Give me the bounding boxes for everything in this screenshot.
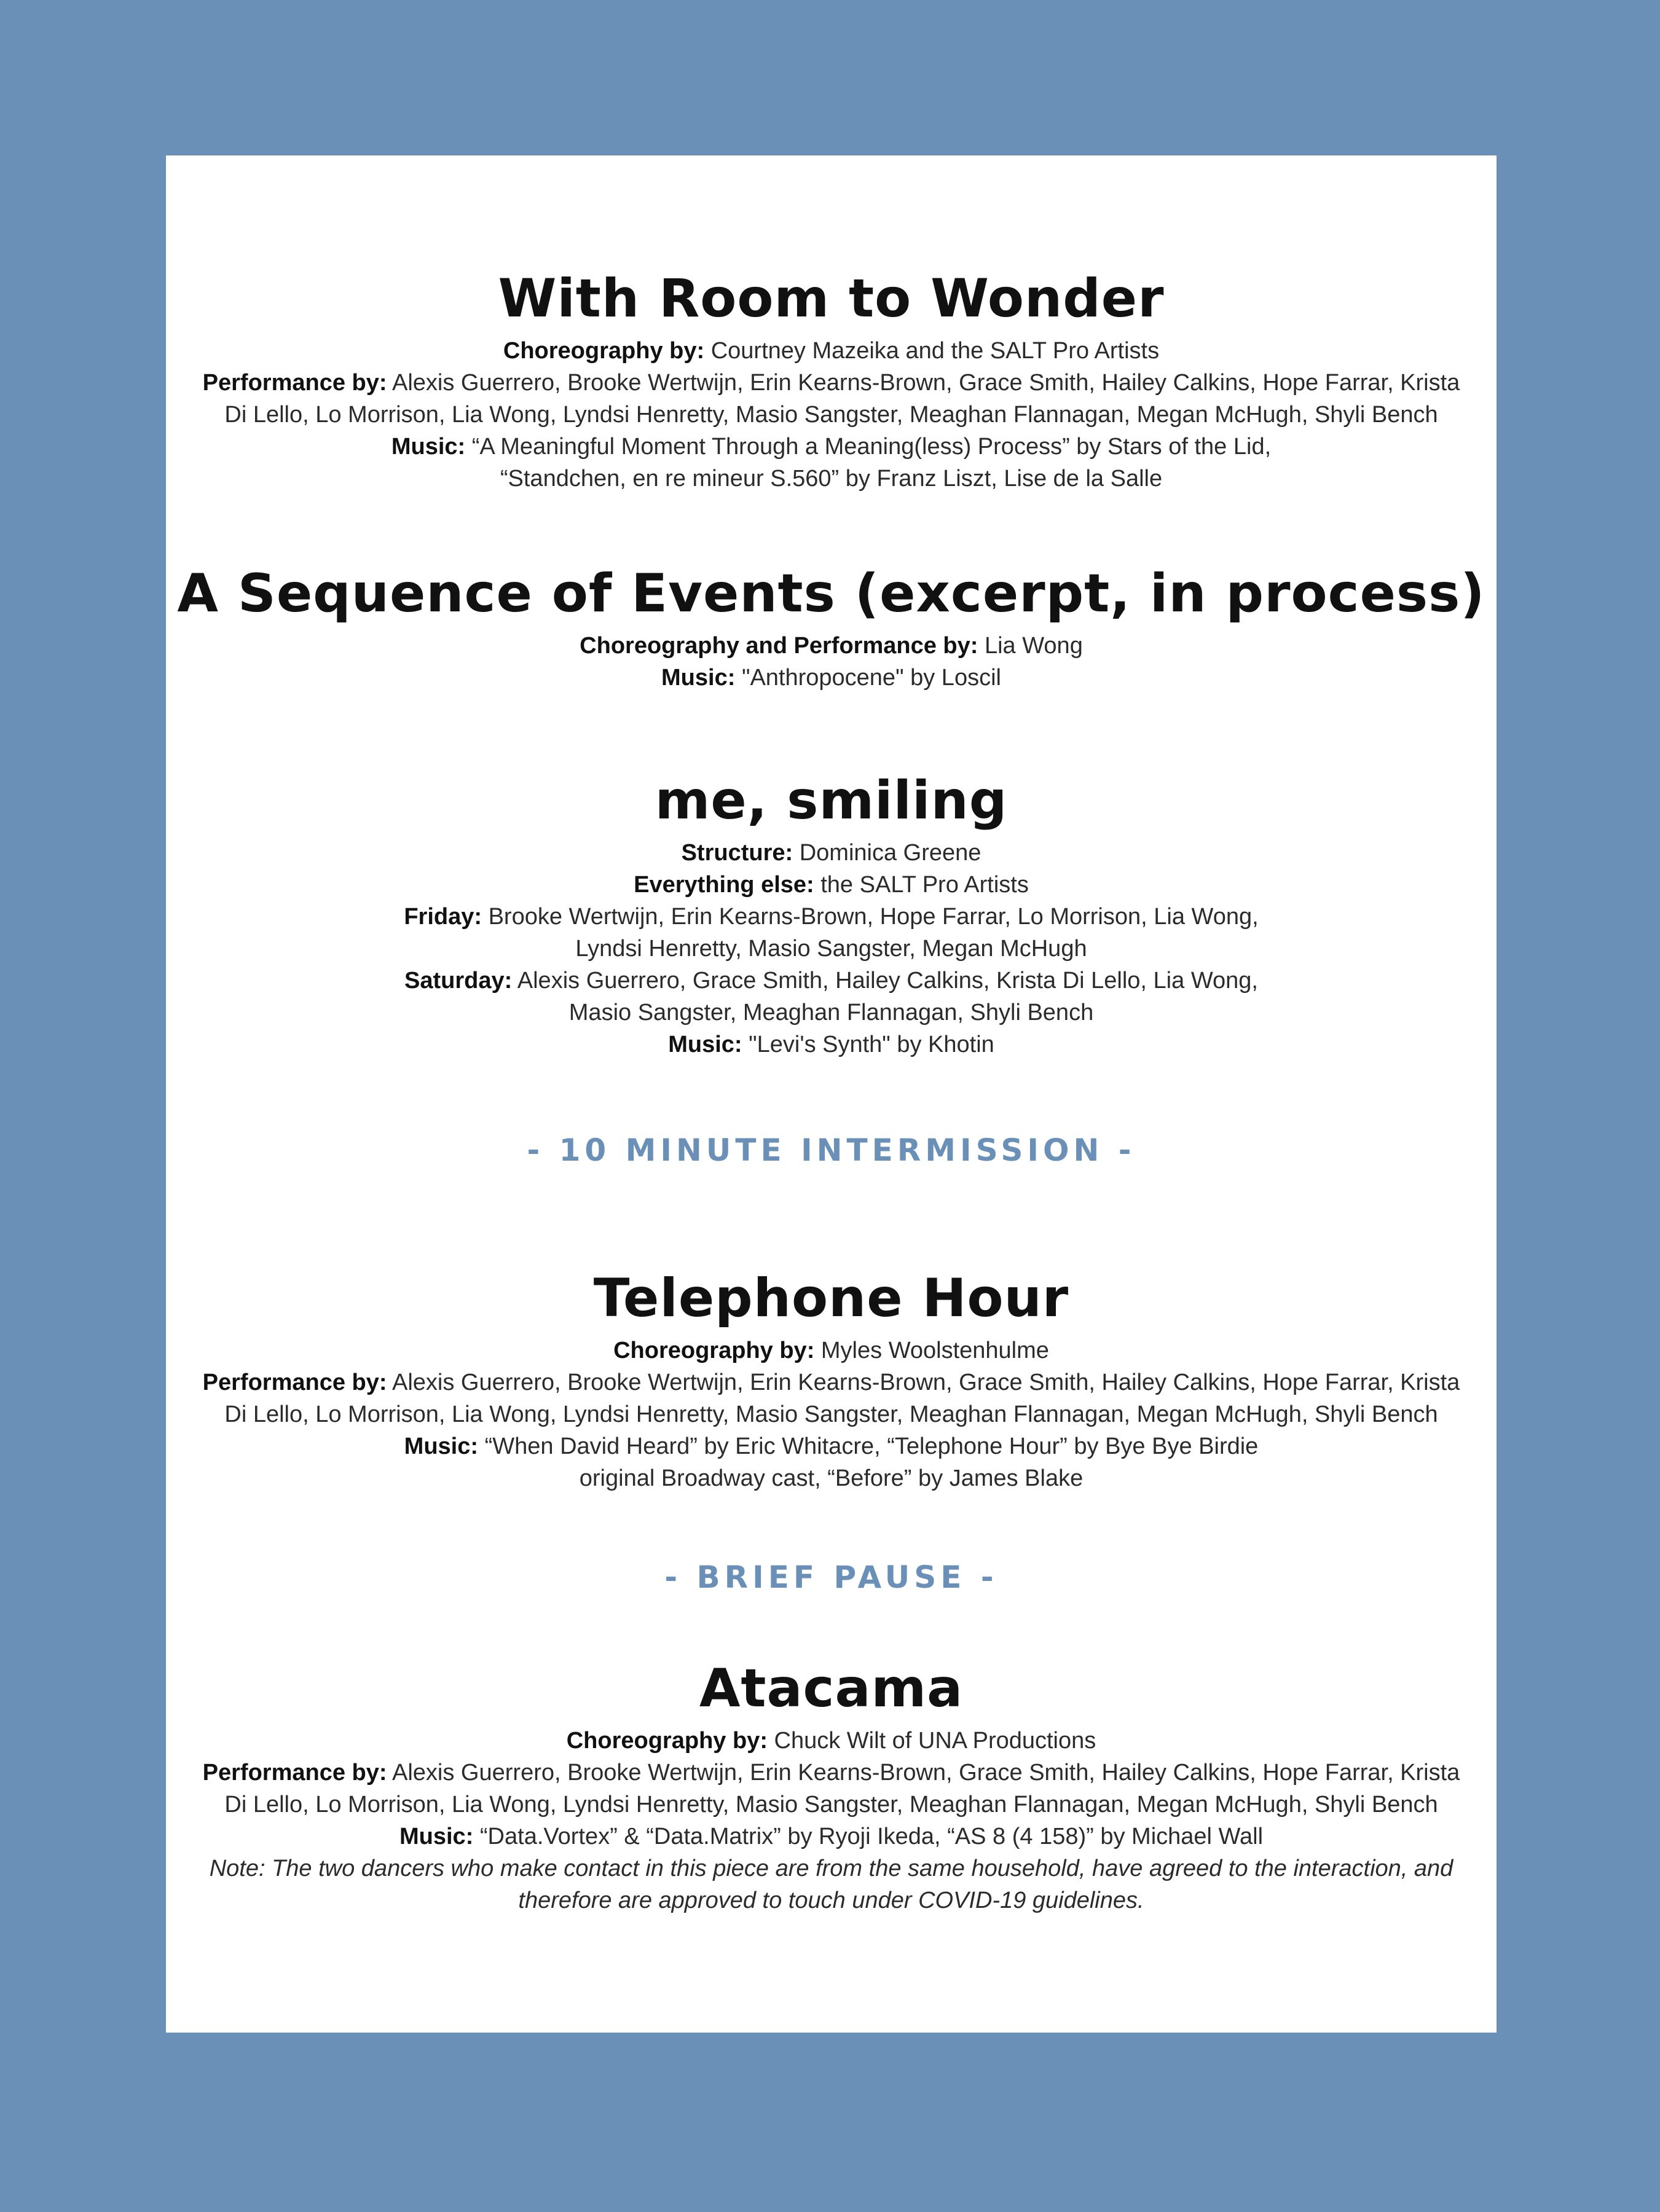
intermission-notice: - 10 MINUTE INTERMISSION - bbox=[527, 1132, 1136, 1168]
credit-text: Alexis Guerrero, Grace Smith, Hailey Calkins, Krista Di Lello, Lia Wong, bbox=[512, 968, 1258, 994]
piece-title: Telephone Hour bbox=[593, 1268, 1069, 1329]
credit-label: Friday: bbox=[404, 904, 482, 930]
credit-line bbox=[166, 630, 1497, 662]
credit-label: Music: bbox=[391, 434, 466, 460]
credit-text: Alexis Guerrero, Brooke Wertwijn, Erin Kearns-Brown, Grace Smith, Hailey Calkins, Hope Farrar, Krista bbox=[387, 1760, 1460, 1786]
credit-label: Saturday: bbox=[404, 968, 513, 994]
credit-line bbox=[166, 1789, 1497, 1821]
piece-credits bbox=[166, 335, 1497, 495]
credit-text: “Standchen, en re mineur S.560” by Franz Liszt, Lise de la Salle bbox=[500, 466, 1163, 492]
credit-text: the SALT Pro Artists bbox=[814, 872, 1029, 898]
credit-text: Alexis Guerrero, Brooke Wertwijn, Erin Kearns-Brown, Grace Smith, Hailey Calkins, Hope Farrar, Krista bbox=[387, 1370, 1460, 1395]
credit-line bbox=[166, 837, 1497, 869]
credit-text: original Broadway cast, “Before” by James Blake bbox=[579, 1465, 1084, 1491]
piece-title: With Room to Wonder bbox=[498, 268, 1165, 329]
covid-note: Note: The two dancers who make contact in this piece are from the same household, have agreed to the interaction, and bbox=[209, 1856, 1453, 1881]
credit-label: Music: bbox=[399, 1824, 474, 1849]
piece-with-room-to-wonder bbox=[166, 265, 1497, 495]
credit-line bbox=[166, 1821, 1497, 1853]
credit-label: Choreography and Performance by: bbox=[580, 633, 978, 659]
credit-line bbox=[166, 1757, 1497, 1789]
credit-text: Lyndsi Henretty, Masio Sangster, Megan McHugh bbox=[575, 936, 1087, 962]
piece-credits bbox=[166, 837, 1497, 1061]
credit-text: Brooke Wertwijn, Erin Kearns-Brown, Hope Farrar, Lo Morrison, Lia Wong, bbox=[482, 904, 1259, 930]
piece-title: Atacama bbox=[699, 1658, 964, 1719]
credit-label: Music: bbox=[668, 1032, 742, 1057]
credit-label: Choreography by: bbox=[566, 1728, 768, 1754]
credit-label: Music: bbox=[404, 1433, 479, 1459]
credit-line bbox=[166, 997, 1497, 1029]
piece-credits bbox=[166, 1335, 1497, 1494]
credit-line bbox=[166, 1430, 1497, 1462]
credit-text: “When David Heard” by Eric Whitacre, “Telephone Hour” by Bye Bye Birdie bbox=[478, 1433, 1259, 1459]
credit-text: "Levi's Synth" by Khotin bbox=[742, 1032, 994, 1057]
credit-text: “Data.Vortex” & “Data.Matrix” by Ryoji Ikeda, “AS 8 (4 158)” by Michael Wall bbox=[473, 1824, 1264, 1849]
credit-line bbox=[166, 965, 1497, 997]
credit-label: Performance by: bbox=[202, 370, 387, 396]
credit-label: Choreography by: bbox=[503, 338, 705, 364]
program-card bbox=[166, 155, 1497, 2033]
credit-text: “A Meaningful Moment Through a Meaning(less) Process” by Stars of the Lid, bbox=[465, 434, 1272, 460]
credit-line bbox=[166, 1029, 1497, 1061]
piece-credits bbox=[166, 1725, 1497, 1916]
piece-title: A Sequence of Events (excerpt, in process) bbox=[177, 563, 1485, 624]
credit-text: "Anthropocene" by Loscil bbox=[735, 665, 1001, 691]
piece-a-sequence-of-events bbox=[166, 560, 1497, 694]
credit-line bbox=[166, 901, 1497, 933]
credit-text: Lia Wong bbox=[978, 633, 1083, 659]
piece-me-smiling bbox=[166, 767, 1497, 1061]
credit-line bbox=[166, 431, 1497, 463]
credit-text: Di Lello, Lo Morrison, Lia Wong, Lyndsi Henretty, Masio Sangster, Meaghan Flannagan, Megan McHugh, Shyli Bench bbox=[224, 1402, 1438, 1427]
credit-text: Di Lello, Lo Morrison, Lia Wong, Lyndsi Henretty, Masio Sangster, Meaghan Flannagan, Megan McHugh, Shyli Bench bbox=[224, 1792, 1438, 1818]
credit-label: Music: bbox=[661, 665, 736, 691]
credit-text: Masio Sangster, Meaghan Flannagan, Shyli Bench bbox=[568, 1000, 1094, 1026]
credit-line bbox=[166, 1398, 1497, 1430]
credit-line bbox=[166, 933, 1497, 965]
credit-line bbox=[166, 399, 1497, 431]
credit-line bbox=[166, 1335, 1497, 1367]
credit-line bbox=[166, 335, 1497, 367]
credit-label: Choreography by: bbox=[613, 1338, 815, 1363]
piece-title: me, smiling bbox=[655, 770, 1008, 831]
covid-note: therefore are approved to touch under COVID-19 guidelines. bbox=[518, 1888, 1144, 1913]
credit-line bbox=[166, 1725, 1497, 1757]
pause-notice: - BRIEF PAUSE - bbox=[664, 1559, 998, 1595]
piece-telephone-hour bbox=[166, 1265, 1497, 1494]
credit-line bbox=[166, 1462, 1497, 1494]
credit-text: Chuck Wilt of UNA Productions bbox=[767, 1728, 1096, 1754]
credit-text: Alexis Guerrero, Brooke Wertwijn, Erin Kearns-Brown, Grace Smith, Hailey Calkins, Hope Farrar, Krista bbox=[387, 370, 1460, 396]
piece-credits bbox=[166, 630, 1497, 694]
credit-line bbox=[166, 463, 1497, 495]
credit-label: Everything else: bbox=[634, 872, 814, 898]
credit-line bbox=[166, 869, 1497, 901]
credit-text: Dominica Greene bbox=[793, 840, 981, 866]
credit-label: Performance by: bbox=[202, 1760, 387, 1786]
credit-label: Performance by: bbox=[202, 1370, 387, 1395]
credit-line bbox=[166, 662, 1497, 694]
credit-line bbox=[166, 367, 1497, 399]
credit-text: Courtney Mazeika and the SALT Pro Artists bbox=[704, 338, 1160, 364]
credit-text: Myles Woolstenhulme bbox=[814, 1338, 1049, 1363]
credit-line bbox=[166, 1367, 1497, 1398]
piece-atacama bbox=[166, 1655, 1497, 1916]
credit-text: Di Lello, Lo Morrison, Lia Wong, Lyndsi Henretty, Masio Sangster, Meaghan Flannagan, Megan McHugh, Shyli Bench bbox=[224, 402, 1438, 428]
credit-label: Structure: bbox=[681, 840, 793, 866]
